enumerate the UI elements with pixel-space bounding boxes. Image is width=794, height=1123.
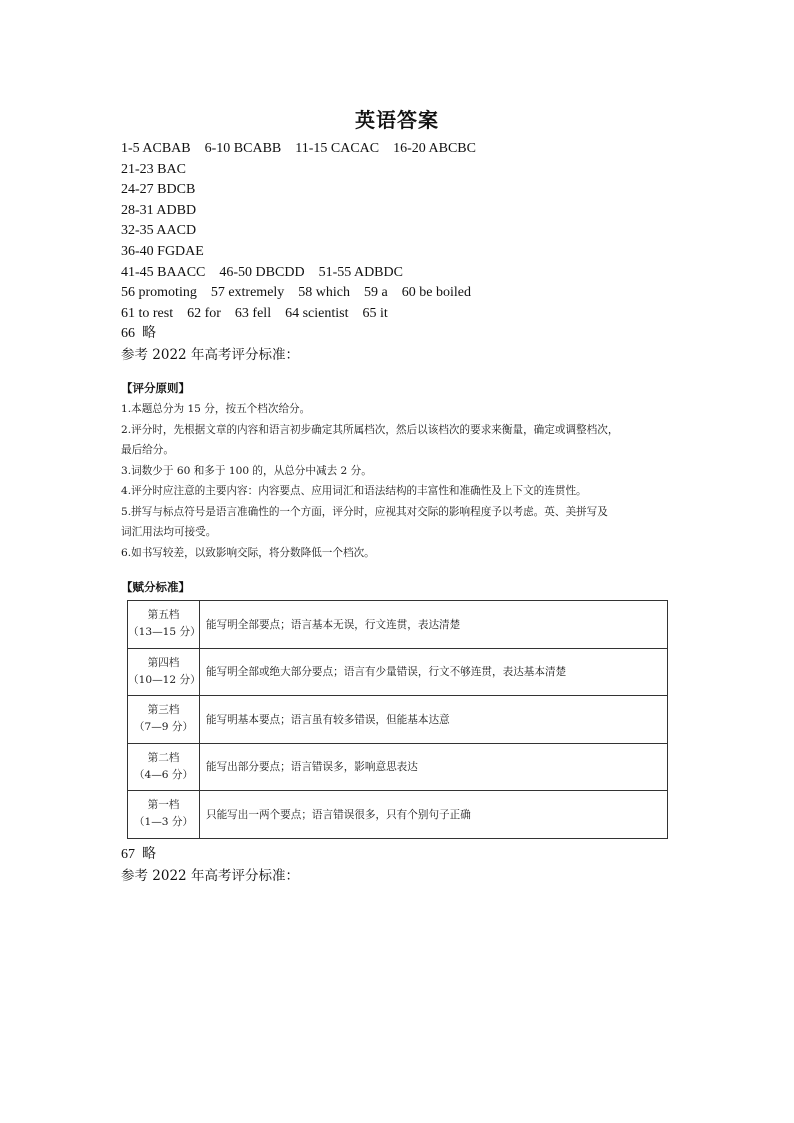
grade-cell	[128, 791, 200, 839]
answer-line: 41-45 BAACC 46-50 DBCDD 51-55 ADBDC	[121, 264, 403, 280]
grade-range: （7—9 分）	[133, 721, 194, 734]
table-row	[128, 601, 668, 649]
grade-label: 第三档	[147, 704, 180, 717]
principle-line: 3.词数少于 60 和多于 100 的，从总分中减去 2 分。	[121, 464, 372, 477]
grade-cell	[128, 648, 200, 696]
answer-line: 21-23 BAC	[121, 161, 186, 177]
grading-table	[127, 600, 668, 839]
table-row	[128, 696, 668, 744]
grade-cell	[128, 696, 200, 744]
table-row	[128, 648, 668, 696]
answer-line: 61 to rest 62 for 63 fell 64 scientist 65 it	[121, 305, 388, 321]
grade-description: 能写出部分要点；语言错误多，影响意思表达	[200, 743, 668, 791]
answer-line: 56 promoting 57 extremely 58 which 59 a 60 be boiled	[121, 285, 471, 301]
reference-label: 参考 2022 年高考评分标准：	[121, 867, 299, 884]
answer-key	[121, 139, 681, 366]
scoring-principles	[121, 377, 681, 563]
grade-cell	[128, 743, 200, 791]
grade-label: 第二档	[147, 751, 180, 764]
principle-line: 1.本题总分为 15 分，按五个档次给分。	[121, 403, 311, 415]
principle-line: 词汇用法均可接受。	[121, 526, 217, 538]
principle-line: 2.评分时，先根据文章的内容和语言初步确定其所属档次，然后以该档次的要求来衡量，确定或调整档次，	[121, 423, 619, 436]
principle-line: 最后给分。	[121, 444, 174, 456]
answer-line: 28-31 ADBD	[121, 202, 197, 218]
principle-line: 6.如书写较差，以致影响交际，将分数降低一个档次。	[121, 546, 375, 559]
answer-line: 24-27 BDCB	[121, 182, 196, 198]
page-title: 英语答案	[355, 108, 439, 132]
principles-heading: 【评分原则】	[121, 381, 190, 395]
answer-line: 66 略	[121, 326, 156, 342]
grade-description: 能写明全部要点；语言基本无误，行文连贯，表达清楚	[200, 601, 668, 649]
table-row	[128, 743, 668, 791]
scoring-heading: 【赋分标准】	[121, 580, 190, 594]
grade-range: （13—15 分）	[128, 626, 201, 639]
grade-range: （4—6 分）	[133, 768, 194, 781]
answer-line: 1-5 ACBAB 6-10 BCABB 11-15 CACAC 16-20 ABCBC	[121, 141, 476, 156]
grade-cell	[128, 601, 200, 649]
tail-section	[121, 845, 681, 886]
answer-line: 67 略	[121, 847, 156, 862]
principle-line: 4.评分时应注意的主要内容：内容要点、应用词汇和语法结构的丰富性和准确性及上下文的连贯性。	[121, 485, 587, 497]
grade-label: 第四档	[147, 656, 180, 669]
answer-line: 32-35 AACD	[121, 223, 197, 239]
grade-label: 第一档	[147, 799, 180, 812]
grade-description: 只能写出一两个要点；语言错误很多，只有个别句子正确	[200, 791, 668, 839]
grade-description: 能写明全部或绝大部分要点；语言有少量错误，行文不够连贯，表达基本清楚	[200, 648, 668, 696]
table-row	[128, 791, 668, 839]
answer-line: 36-40 FGDAE	[121, 243, 204, 259]
grade-label: 第五档	[147, 609, 180, 622]
reference-label: 参考 2022 年高考评分标准：	[121, 346, 299, 363]
principle-line: 5.拼写与标点符号是语言准确性的一个方面，评分时，应视其对交际的影响程度予以考虑。英、美拼写及	[121, 505, 608, 518]
grade-range: （1—3 分）	[133, 816, 194, 829]
grade-range: （10—12 分）	[128, 673, 201, 686]
grade-description: 能写明基本要点；语言虽有较多错误，但能基本达意	[200, 696, 668, 744]
